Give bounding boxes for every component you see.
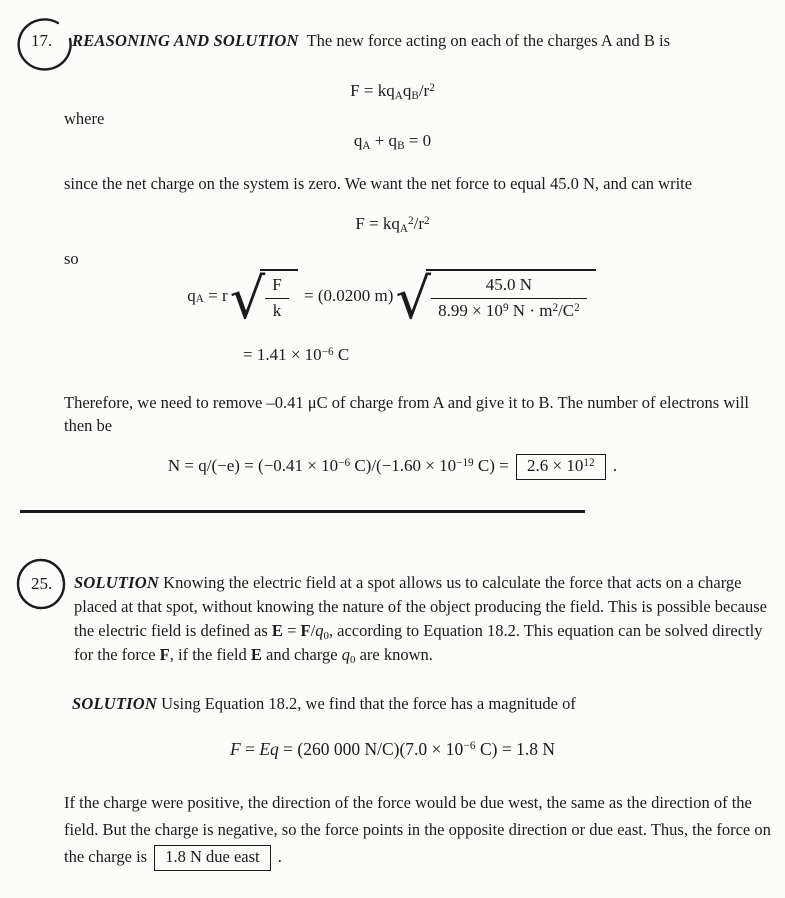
equation-qa-sqrt: q $_A$ = r √ $\frac{F}{k}$ = (0.0200 m) √ $\frac{45.0 N}{8.99 \times 10^9 N \cdot m^2/C^2}$ (0, 258, 785, 334)
paragraph-net-charge: since the net charge on the system is zero. We want the net force to equal 45.0 N, and can write (64, 174, 693, 193)
problem-17-number: 17. (31, 31, 53, 50)
equation-coulomb-force: $F = kq_Aq_B/r^2$ (350, 81, 435, 103)
paragraph-therefore: Therefore, we need to remove –0.41 μC of charge from A and give it to B. The number of electrons will then be (64, 393, 749, 435)
paragraph-25-reasoning: SOLUTION Knowing the electric field at a spot allows us to calculate the force that acts on a charge placed at that spot, without knowing the nature of the object producing the field. This is possible because the electric field is defined as $E = F/q_0$, according to Equation 18.2. This equation can be solved directly for the force F, if the field E and charge $q_0$ are known. (74, 573, 767, 667)
problem-17-intro: The new force acting on each of the charges A and B is (306, 31, 671, 50)
so-label: so (64, 249, 79, 268)
paragraph-25-direction: If the charge were positive, the direction of the force would be due west, the same as the direction of the field. But the charge is negative, so the force points in the opposite direction or due east. Thus, the force on the charge is 1.8 N due east . (64, 789, 774, 871)
where-label: where (64, 109, 105, 128)
reasoning-and-solution-heading: REASONING AND SOLUTION (72, 31, 299, 50)
equation-electron-count: $N = q/(-e) = (-0.41 \times 10^{-6}$ $C)/(-1.60 \times 10^{-19}$ $C) = 2.6 \times 10^{12}$ . (0, 454, 785, 480)
equation-qa-result: = $1.41 \times 10^{-6}$ C (243, 345, 350, 364)
equation-charge-sum: $q_A + q_B = 0$ (353, 131, 432, 153)
section-divider (20, 510, 585, 513)
equation-force-squared: $F = kq_A^2/r^2$ (355, 214, 430, 236)
equation-force-magnitude: F = Eq = (260 000 $N/C)(7.0 \times 10^{-6}$ C) = 1.8 N (230, 739, 555, 759)
paragraph-25-solution: SOLUTION Using Equation 18.2, we find that the force has a magnitude of (72, 694, 576, 713)
problem-25-number: 25. (31, 574, 53, 593)
problem-17-header (72, 29, 777, 52)
